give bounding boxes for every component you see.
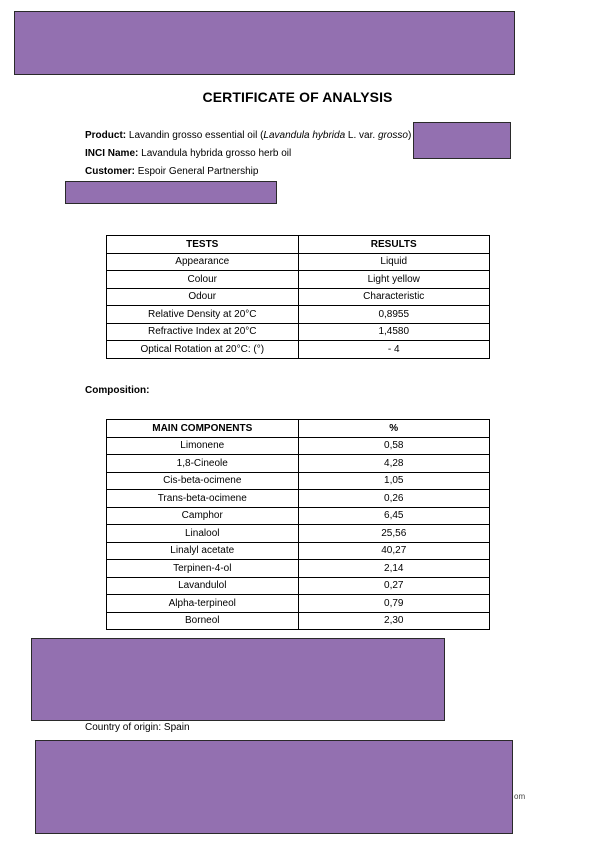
footer-text-fragment: om [514, 792, 526, 801]
component-name-cell: Limonene [107, 437, 299, 455]
test-result-cell: - 4 [298, 341, 490, 359]
component-percent-cell: 25,56 [298, 525, 490, 543]
component-name-cell: Terpinen-4-ol [107, 560, 299, 578]
customer-value: Espoir General Partnership [137, 166, 259, 177]
test-name-cell: Odour [107, 288, 299, 306]
table-row [107, 542, 490, 560]
component-name-cell: Linalyl acetate [107, 542, 299, 560]
tests-column-header: TESTS [107, 236, 299, 254]
percent-column-header: % [298, 420, 490, 438]
component-percent-cell: 0,79 [298, 595, 490, 613]
component-name-cell: Lavandulol [107, 577, 299, 595]
table-row [107, 525, 490, 543]
test-name-cell: Optical Rotation at 20°C: (°) [107, 341, 299, 359]
document-title: CERTIFICATE OF ANALYSIS [202, 89, 393, 105]
inci-line [85, 148, 291, 159]
redacted-header-block [14, 11, 515, 75]
test-name-cell: Appearance [107, 253, 299, 271]
composition-table [106, 419, 490, 630]
product-mid: L. var. [345, 130, 378, 141]
component-name-cell: Camphor [107, 507, 299, 525]
table-row [107, 341, 490, 359]
product-latin-name: Lavandula hybrida [263, 130, 346, 141]
redacted-footer-block [35, 740, 513, 834]
component-percent-cell: 2,30 [298, 612, 490, 630]
customer-label: Customer: [85, 166, 136, 177]
redacted-reference-block [413, 122, 511, 159]
table-row [107, 577, 490, 595]
test-result-cell: 0,8955 [298, 306, 490, 324]
test-name-cell: Relative Density at 20°C [107, 306, 299, 324]
tests-table-header-row [107, 236, 490, 254]
tests-table [106, 235, 490, 359]
component-name-cell: 1,8-Cineole [107, 455, 299, 473]
component-percent-cell: 40,27 [298, 542, 490, 560]
test-result-cell: 1,4580 [298, 323, 490, 341]
component-percent-cell: 6,45 [298, 507, 490, 525]
table-row [107, 271, 490, 289]
product-prefix: Lavandin grosso essential oil ( [128, 130, 264, 141]
test-result-cell: Liquid [298, 253, 490, 271]
component-name-cell: Trans-beta-ocimene [107, 490, 299, 508]
table-row [107, 306, 490, 324]
table-row [107, 612, 490, 630]
composition-header-row [107, 420, 490, 438]
test-result-cell: Light yellow [298, 271, 490, 289]
table-row [107, 472, 490, 490]
test-result-cell: Characteristic [298, 288, 490, 306]
product-suffix: ) [407, 130, 412, 141]
main-components-column-header: MAIN COMPONENTS [107, 420, 299, 438]
test-name-cell: Refractive Index at 20°C [107, 323, 299, 341]
table-row [107, 253, 490, 271]
customer-line [85, 166, 258, 177]
product-label: Product: [85, 130, 127, 141]
component-percent-cell: 2,14 [298, 560, 490, 578]
component-name-cell: Cis-beta-ocimene [107, 472, 299, 490]
component-percent-cell: 0,27 [298, 577, 490, 595]
country-of-origin: Country of origin: Spain [85, 722, 190, 733]
component-percent-cell: 0,26 [298, 490, 490, 508]
component-percent-cell: 1,05 [298, 472, 490, 490]
test-name-cell: Colour [107, 271, 299, 289]
inci-value: Lavandula hybrida grosso herb oil [141, 148, 292, 159]
table-row [107, 437, 490, 455]
component-name-cell: Alpha-terpineol [107, 595, 299, 613]
inci-label: INCI Name: [85, 148, 139, 159]
composition-label: Composition: [85, 385, 150, 396]
component-percent-cell: 0,58 [298, 437, 490, 455]
table-row [107, 507, 490, 525]
table-row [107, 323, 490, 341]
redacted-signature-block [31, 638, 445, 721]
component-name-cell: Borneol [107, 612, 299, 630]
product-line [85, 130, 411, 141]
component-percent-cell: 4,28 [298, 455, 490, 473]
table-row [107, 455, 490, 473]
table-row [107, 560, 490, 578]
results-column-header: RESULTS [298, 236, 490, 254]
table-row [107, 595, 490, 613]
table-row [107, 288, 490, 306]
table-row [107, 490, 490, 508]
redacted-customer-detail-block [65, 181, 277, 204]
product-variety: grosso [377, 130, 408, 141]
component-name-cell: Linalool [107, 525, 299, 543]
